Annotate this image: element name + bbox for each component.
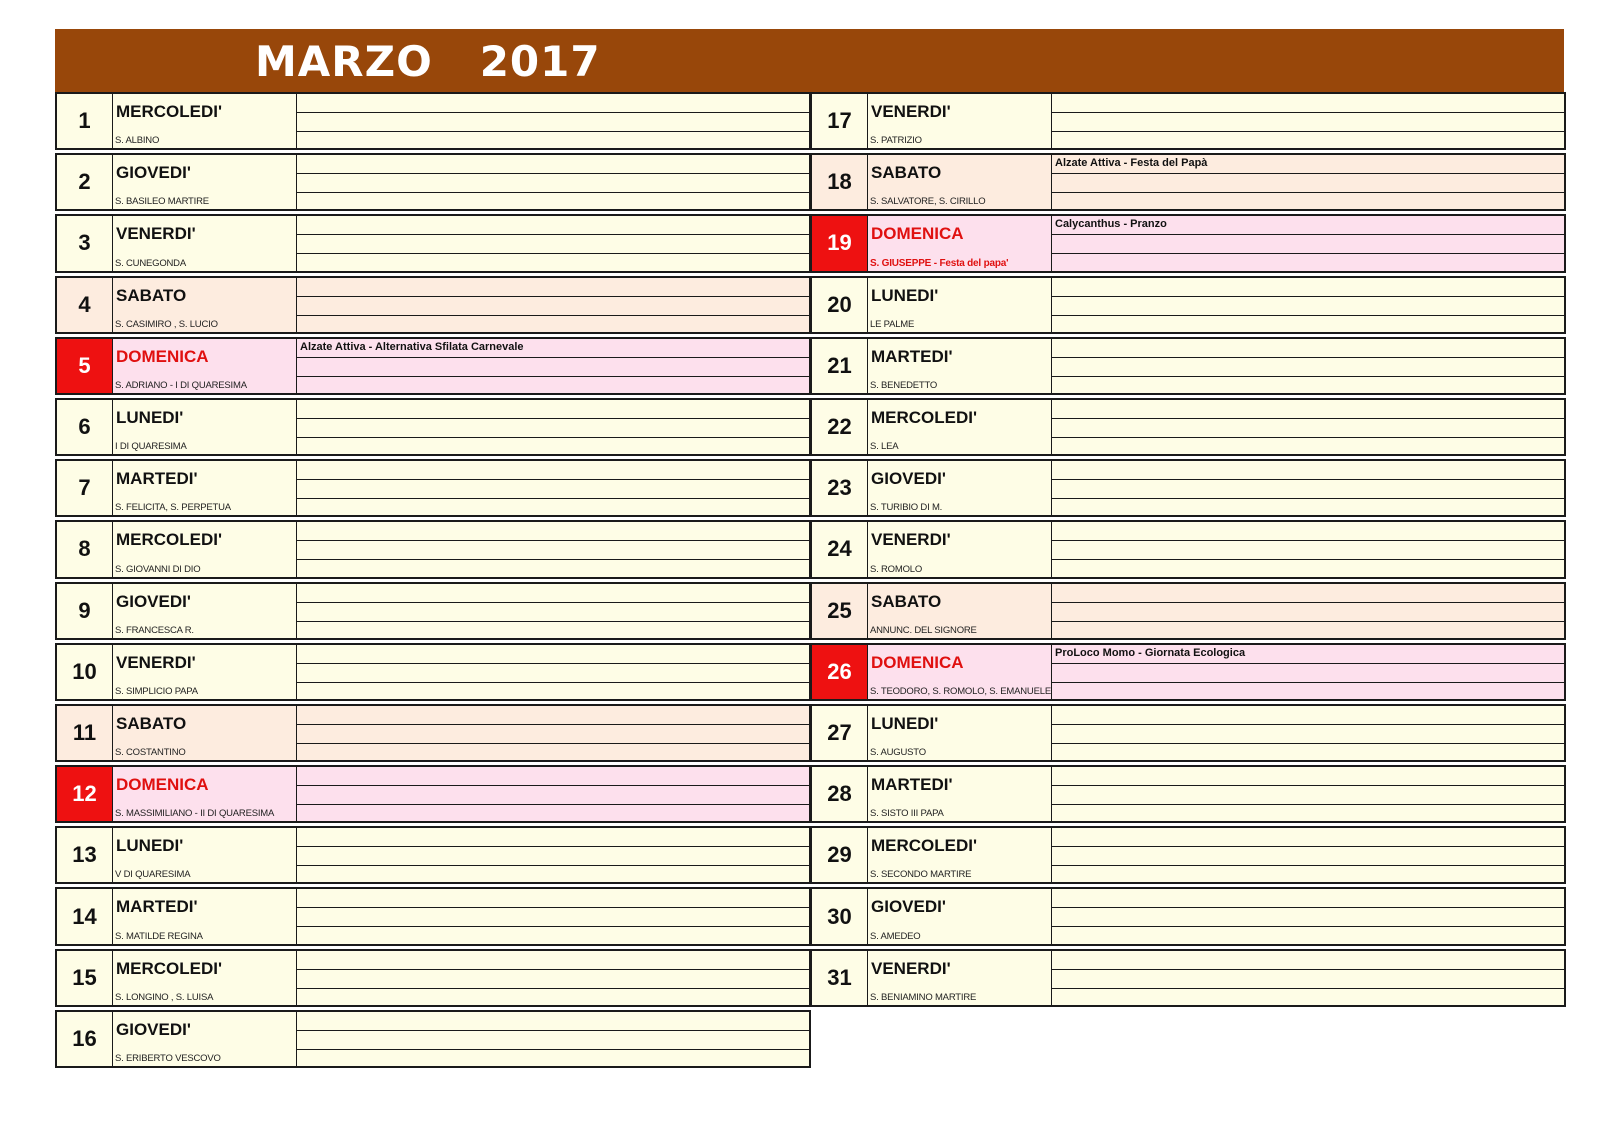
notes-area[interactable] [1052,767,1564,821]
day-number: 5 [57,339,113,393]
weekday-name: SABATO [116,285,187,305]
day-number: 6 [57,400,113,454]
notes-area[interactable] [1052,339,1564,393]
saint-name: S. MASSIMILIANO - II DI QUARESIMA [115,808,275,820]
saint-name: S. GIUSEPPE - Festa del papa' [870,257,1009,269]
weekday-name: DOMENICA [116,346,209,366]
weekday-name: LUNEDI' [871,713,939,733]
saint-name: S. TURIBIO DI M. [870,502,943,514]
saint-name: S. TEODORO, S. ROMOLO, S. EMANUELE [870,685,1051,697]
note-line [297,743,809,744]
note-line [1052,540,1564,541]
weekday-name: GIOVEDI' [871,897,946,917]
saint-name: S. SECONDO MARTIRE [870,869,972,881]
calendar-column-left [55,92,811,1071]
day-row [55,153,811,211]
note-line [1052,969,1564,970]
saint-name: S. BENIAMINO MARTIRE [870,991,977,1003]
day-number: 24 [812,522,868,576]
note-line [1052,112,1564,113]
notes-area[interactable] [297,400,809,454]
note-line [297,173,809,174]
note-line [1052,437,1564,438]
weekday-name: GIOVEDI' [116,163,191,183]
day-info [868,461,1052,515]
day-row [55,214,811,272]
day-row [55,949,811,1007]
note-line [1052,192,1564,193]
day-row [810,949,1566,1007]
weekday-name: SABATO [871,591,942,611]
weekday-name: GIOVEDI' [871,469,946,489]
day-info [113,767,297,821]
day-number: 3 [57,216,113,270]
day-row [810,153,1566,211]
saint-name: S. AMEDEO [870,930,921,942]
note-line [297,479,809,480]
day-row [55,459,811,517]
day-row [55,398,811,456]
day-info [113,155,297,209]
note-line [297,357,809,358]
day-row [810,582,1566,640]
day-info [868,889,1052,943]
event-note: Calycanthus - Pranzo [1055,218,1167,231]
event-note: Alzate Attiva - Alternativa Sfilata Carnevale [300,340,524,353]
note-line [1052,234,1564,235]
weekday-name: MARTEDI' [871,775,953,795]
notes-area[interactable] [1052,400,1564,454]
day-row [55,887,811,945]
day-number: 19 [812,216,868,270]
saint-name: S. CASIMIRO , S. LUCIO [115,318,218,330]
note-line [297,846,809,847]
notes-area[interactable] [1052,278,1564,332]
note-line [1052,498,1564,499]
note-line [297,376,809,377]
note-line [297,1049,809,1050]
day-info [113,1012,297,1066]
note-line [1052,785,1564,786]
day-row [810,214,1566,272]
day-row [55,643,811,701]
note-line [297,418,809,419]
day-info [868,584,1052,638]
note-line [1052,926,1564,927]
notes-area[interactable] [297,461,809,515]
day-number: 7 [57,461,113,515]
notes-area[interactable] [297,889,809,943]
note-line [1052,357,1564,358]
note-line [297,498,809,499]
day-row [810,887,1566,945]
note-line [1052,743,1564,744]
notes-area[interactable] [297,1012,809,1066]
day-number: 2 [57,155,113,209]
weekday-name: SABATO [871,163,942,183]
notes-area[interactable] [1052,706,1564,760]
note-line [297,131,809,132]
note-line [297,724,809,725]
day-number: 4 [57,278,113,332]
day-info [868,767,1052,821]
weekday-name: DOMENICA [116,775,209,795]
day-number: 17 [812,94,868,148]
note-line [297,682,809,683]
weekday-name: LUNEDI' [116,407,184,427]
day-info [868,339,1052,393]
day-info [113,400,297,454]
note-line [297,112,809,113]
day-info [868,216,1052,270]
note-line [1052,479,1564,480]
notes-area[interactable] [297,216,809,270]
saint-name: ANNUNC. DEL SIGNORE [870,624,977,636]
day-number: 16 [57,1012,113,1066]
note-line [297,234,809,235]
notes-area[interactable] [1052,645,1564,699]
note-line [297,192,809,193]
saint-name: S. FELICITA, S. PERPETUA [115,502,231,514]
day-row [55,337,811,395]
saint-name: S. PATRIZIO [870,135,922,147]
notes-area[interactable] [297,828,809,882]
day-row [810,398,1566,456]
note-line [1052,724,1564,725]
day-info [868,278,1052,332]
day-number: 1 [57,94,113,148]
saint-name: S. BASILEO MARTIRE [115,196,209,208]
saint-name: S. ADRIANO - I DI QUARESIMA [115,379,247,391]
day-row [55,276,811,334]
day-info [113,216,297,270]
notes-area[interactable] [1052,951,1564,1005]
note-line [297,969,809,970]
note-line [1052,376,1564,377]
day-row [810,826,1566,884]
weekday-name: MERCOLEDI' [116,958,223,978]
notes-area[interactable] [297,155,809,209]
day-row [55,92,811,150]
month-title [255,37,601,86]
calendar-column-right [810,92,1566,1010]
notes-area[interactable] [297,94,809,148]
note-line [297,559,809,560]
day-number: 12 [57,767,113,821]
weekday-name: MERCOLEDI' [871,407,978,427]
note-line [1052,907,1564,908]
note-line [1052,315,1564,316]
year-label: 2017 [479,37,601,86]
day-row [810,643,1566,701]
notes-area[interactable] [1052,889,1564,943]
day-number: 14 [57,889,113,943]
day-info [113,645,297,699]
notes-area[interactable] [1052,216,1564,270]
day-row [55,765,811,823]
day-info [113,461,297,515]
note-line [297,602,809,603]
saint-name: S. ALBINO [115,135,160,147]
note-line [1052,418,1564,419]
notes-area[interactable] [1052,155,1564,209]
note-line [297,315,809,316]
note-line [1052,682,1564,683]
note-line [297,437,809,438]
weekday-name: VENERDI' [116,224,196,244]
day-number: 11 [57,706,113,760]
notes-area[interactable] [1052,461,1564,515]
day-info [113,339,297,393]
notes-area[interactable] [1052,94,1564,148]
note-line [1052,559,1564,560]
day-number: 25 [812,584,868,638]
note-line [297,988,809,989]
saint-name: S. ROMOLO [870,563,923,575]
saint-name: S. ERIBERTO VESCOVO [115,1053,221,1064]
day-row [810,276,1566,334]
notes-area[interactable] [297,339,809,393]
note-line [1052,663,1564,664]
weekday-name: MARTEDI' [871,346,953,366]
weekday-name: DOMENICA [871,224,964,244]
note-line [297,907,809,908]
saint-name: V DI QUARESIMA [115,869,191,881]
weekday-name: MARTEDI' [116,897,198,917]
notes-area[interactable] [1052,584,1564,638]
day-row [55,704,811,762]
day-info [868,155,1052,209]
day-number: 28 [812,767,868,821]
notes-area[interactable] [297,645,809,699]
note-line [1052,804,1564,805]
saint-name: S. COSTANTINO [115,747,186,759]
day-number: 27 [812,706,868,760]
day-row [55,1010,811,1068]
day-info [868,522,1052,576]
note-line [1052,296,1564,297]
saint-name: S. MATILDE REGINA [115,930,203,942]
note-line [1052,846,1564,847]
day-info [868,951,1052,1005]
note-line [1052,988,1564,989]
weekday-name: VENERDI' [116,652,196,672]
day-number: 10 [57,645,113,699]
note-line [1052,621,1564,622]
day-row [810,520,1566,578]
event-note: Alzate Attiva - Festa del Papà [1055,157,1208,170]
notes-area[interactable] [297,951,809,1005]
day-info [868,400,1052,454]
saint-name: S. GIOVANNI DI DIO [115,563,201,575]
saint-name: S. CUNEGONDA [115,257,186,269]
note-line [297,785,809,786]
day-info [868,645,1052,699]
day-info [113,951,297,1005]
day-info [113,278,297,332]
day-info [113,584,297,638]
note-line [297,926,809,927]
event-note: ProLoco Momo - Giornata Ecologica [1055,646,1246,659]
notes-area[interactable] [297,522,809,576]
day-row [55,520,811,578]
saint-name: I DI QUARESIMA [115,441,187,453]
saint-name: S. FRANCESCA R. [115,624,194,636]
note-line [1052,865,1564,866]
saint-name: S. SIMPLICIO PAPA [115,685,198,697]
note-line [297,621,809,622]
day-info [868,94,1052,148]
weekday-name: MERCOLEDI' [871,836,978,856]
day-info [868,828,1052,882]
month-name: MARZO [255,37,433,86]
day-row [810,704,1566,762]
day-number: 8 [57,522,113,576]
day-number: 21 [812,339,868,393]
day-row [810,765,1566,823]
weekday-name: LUNEDI' [116,836,184,856]
weekday-name: VENERDI' [871,530,951,550]
day-number: 30 [812,889,868,943]
day-info [113,522,297,576]
day-row [55,826,811,884]
note-line [297,540,809,541]
day-info [868,706,1052,760]
weekday-name: MERCOLEDI' [116,530,223,550]
saint-name: S. AUGUSTO [870,747,926,759]
note-line [297,253,809,254]
notes-area[interactable] [297,584,809,638]
day-row [810,337,1566,395]
weekday-name: GIOVEDI' [116,591,191,611]
weekday-name: LUNEDI' [871,285,939,305]
note-line [297,1030,809,1031]
day-info [113,828,297,882]
weekday-name: DOMENICA [871,652,964,672]
note-line [1052,602,1564,603]
note-line [297,296,809,297]
weekday-name: VENERDI' [871,958,951,978]
day-number: 9 [57,584,113,638]
notes-area[interactable] [297,278,809,332]
note-line [1052,253,1564,254]
day-row [810,459,1566,517]
day-row [55,582,811,640]
saint-name: S. SISTO III PAPA [870,808,944,820]
day-number: 20 [812,278,868,332]
day-number: 18 [812,155,868,209]
notes-area[interactable] [1052,828,1564,882]
note-line [1052,131,1564,132]
notes-area[interactable] [1052,522,1564,576]
weekday-name: SABATO [116,713,187,733]
weekday-name: MERCOLEDI' [116,102,223,121]
weekday-name: MARTEDI' [116,469,198,489]
day-row [810,92,1566,150]
day-number: 22 [812,400,868,454]
day-number: 15 [57,951,113,1005]
weekday-name: GIOVEDI' [116,1019,191,1039]
day-number: 23 [812,461,868,515]
day-info [113,889,297,943]
day-number: 31 [812,951,868,1005]
note-line [297,865,809,866]
note-line [1052,173,1564,174]
day-number: 13 [57,828,113,882]
note-line [297,804,809,805]
day-info [113,94,297,148]
saint-name: S. LONGINO , S. LUISA [115,991,214,1003]
saint-name: S. LEA [870,441,899,453]
saint-name: S. SALVATORE, S. CIRILLO [870,196,986,208]
day-info [113,706,297,760]
notes-area[interactable] [297,706,809,760]
day-number: 26 [812,645,868,699]
note-line [297,663,809,664]
weekday-name: VENERDI' [871,102,951,121]
notes-area[interactable] [297,767,809,821]
saint-name: S. BENEDETTO [870,379,938,391]
saint-name: LE PALME [870,318,915,330]
day-number: 29 [812,828,868,882]
